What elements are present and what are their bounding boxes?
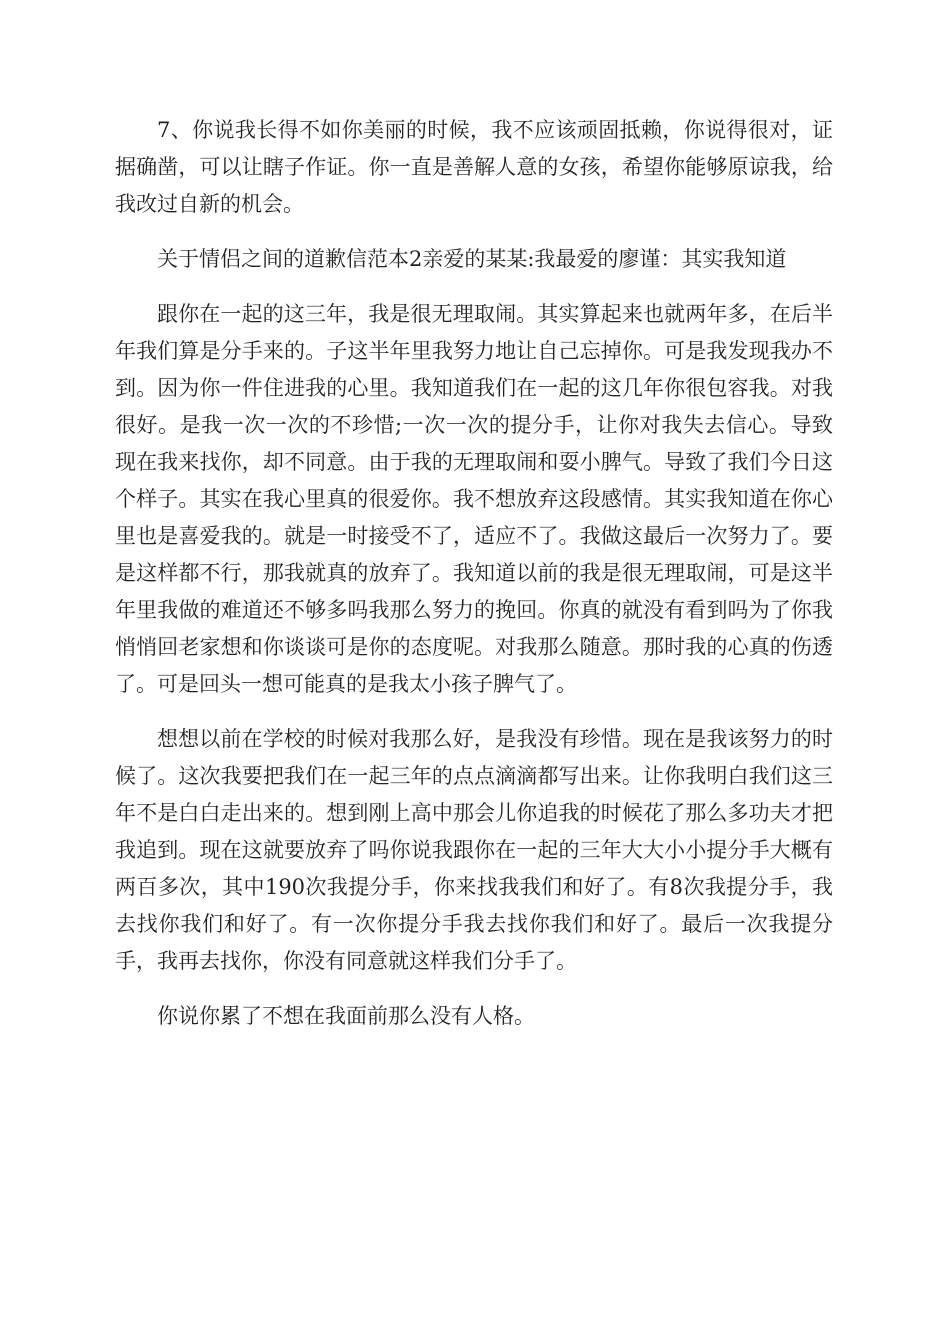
paragraph-apology-item-7: 7、你说我长得不如你美丽的时候，我不应该顽固抵赖，你说得很对，证据确凿，可以让瞎子作证。你一直是善解人意的女孩，希望你能够原谅我，给我改过自新的机会。	[115, 118, 833, 216]
paragraph-sample-2-heading: 关于情侣之间的道歉信范本2亲爱的某某:我最爱的廖谨：其实我知道	[157, 247, 787, 271]
document-body	[115, 112, 833, 1053]
paragraph-three-years: 跟你在一起的这三年，我是很无理取闹。其实算起来也就两年多，在后半年我们算是分手来的。子这半年里我努力地让自己忘掉你。可是我发现我办不到。因为你一件住进我的心里。我知道我们在一起的这几年你很包容我。对我很好。是我一次一次的不珍惜;一次一次的提分手，让你对我失去信心。导致现在我来找你，却不同意。由于我的无理取闹和耍小脾气。导致了我们今日这个样子。其实在我心里真的很爱你。我不想放弃这段感情。其实我知道在你心里也是喜爱我的。就是一时接受不了，适应不了。我做这最后一次努力了。要是这样都不行，那我就真的放弃了。我知道以前的我是很无理取闹，可是这半年里我做的难道还不够多吗我那么努力的挽回。你真的就没有看到吗为了你我悄悄回老家想和你谈谈可是你的态度呢。对我那么随意。那时我的心真的伤透了。可是回头一想可能真的是我太小孩子脾气了。	[115, 302, 833, 696]
paragraph-tired: 你说你累了不想在我面前那么没有人格。	[157, 1004, 535, 1028]
paragraph-school-memories: 想想以前在学校的时候对我那么好，是我没有珍惜。现在是我该努力的时候了。这次我要把我们在一起三年的点点滴滴都写出来。让你我明白我们这三年不是白白走出来的。想到刚上高中那会儿你追我的时候花了那么多功夫才把我追到。现在这就要放弃了吗你说我跟你在一起的三年大大小小提分手大概有两百多次，其中190次我提分手，你来找我我们和好了。有8次我提分手，我去找你我们和好了。有一次你提分手我去找你我们和好了。最后一次我提分手，我再去找你，你没有同意就这样我们分手了。	[115, 727, 833, 973]
